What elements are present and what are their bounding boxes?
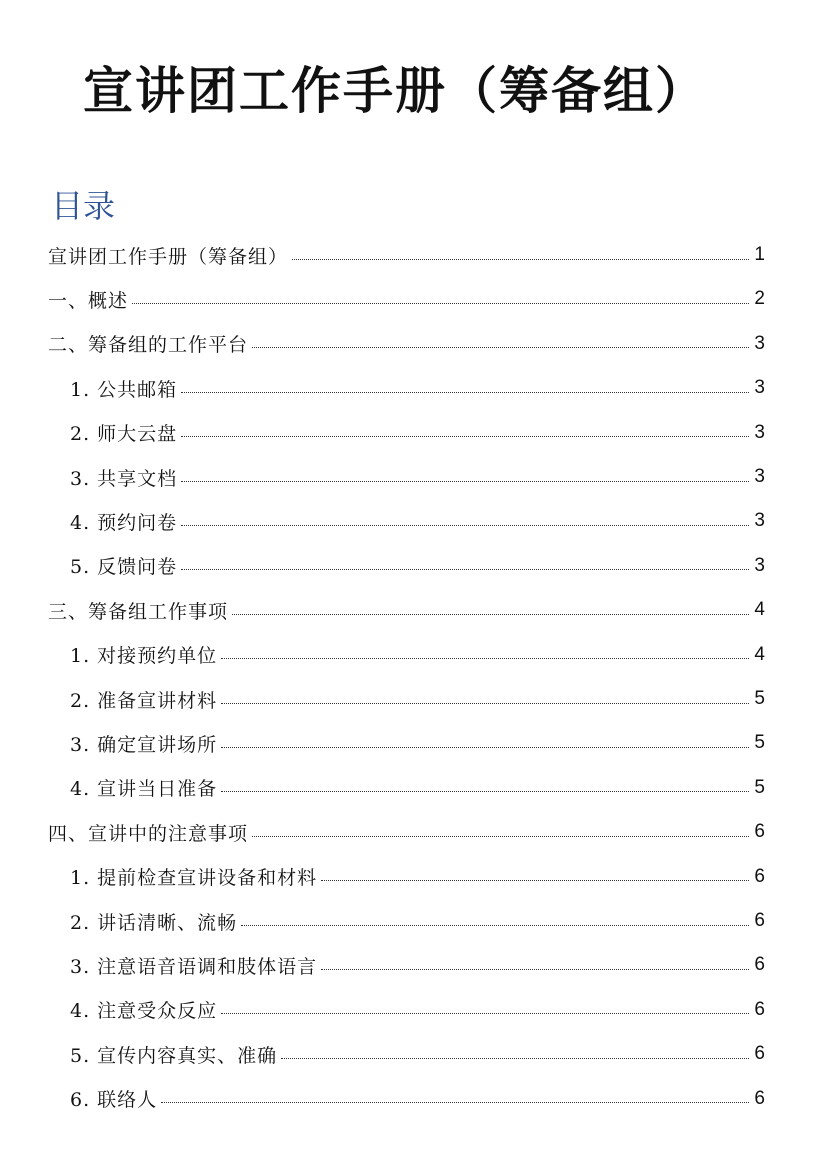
toc-entry[interactable] <box>0 411 823 455</box>
toc-entry[interactable] <box>0 322 823 366</box>
toc-entry-label: 二、筹备组的工作平台 <box>48 334 249 357</box>
toc-entry-row <box>70 633 765 677</box>
toc-dot-leader <box>221 1013 749 1014</box>
toc-entry[interactable] <box>0 899 823 943</box>
toc-entry-label: 2. 准备宣讲材料 <box>70 689 218 712</box>
toc-entry-row <box>70 721 765 765</box>
toc-entry-row <box>48 588 765 632</box>
toc-entry-row <box>48 810 765 854</box>
toc-entry[interactable] <box>0 810 823 854</box>
toc-entry[interactable] <box>0 766 823 810</box>
toc-entry-row <box>70 366 765 410</box>
toc-entry[interactable] <box>0 455 823 499</box>
toc-dot-leader <box>252 347 749 348</box>
toc-entry-row <box>70 677 765 721</box>
toc-page-number: 6 <box>754 998 765 1020</box>
toc-page-number: 6 <box>754 865 765 887</box>
toc-dot-leader <box>252 836 749 837</box>
toc-entry[interactable] <box>0 855 823 899</box>
toc-entry-label: 2. 讲话清晰、流畅 <box>70 911 238 934</box>
toc-entry[interactable] <box>0 1077 823 1121</box>
toc-entry[interactable] <box>0 988 823 1032</box>
toc-page-number: 3 <box>754 332 765 354</box>
toc-dot-leader <box>321 969 749 970</box>
toc-entry-label: 三、筹备组工作事项 <box>48 600 229 623</box>
toc-entry[interactable] <box>0 633 823 677</box>
toc-entry-label: 2. 师大云盘 <box>70 423 178 446</box>
toc-dot-leader <box>221 658 749 659</box>
toc-entry-row <box>70 411 765 455</box>
document-title: 宣讲团工作手册（筹备组） <box>83 62 707 120</box>
toc-entry[interactable] <box>0 233 823 277</box>
toc-page-number: 3 <box>754 554 765 576</box>
toc-entry-label: 1. 提前检查宣讲设备和材料 <box>70 867 318 890</box>
toc-page-number: 6 <box>754 954 765 976</box>
toc-dot-leader <box>221 747 749 748</box>
toc-entry[interactable] <box>0 943 823 987</box>
toc-page-number: 3 <box>754 510 765 532</box>
toc-dot-leader <box>181 392 749 393</box>
toc-entry-label: 四、宣讲中的注意事项 <box>48 822 249 845</box>
toc-page-number: 6 <box>754 1043 765 1065</box>
toc-entry-label: 5. 反馈问卷 <box>70 556 178 579</box>
toc-entry-row <box>48 322 765 366</box>
toc-entry-row <box>70 943 765 987</box>
toc-page-number: 5 <box>754 688 765 709</box>
toc-entry-row <box>70 899 765 943</box>
toc-entry-label: 1. 对接预约单位 <box>70 645 218 668</box>
toc-dot-leader <box>292 259 749 260</box>
toc-entry-label: 一、概述 <box>48 289 129 312</box>
toc-entry[interactable] <box>0 677 823 721</box>
toc-entry-row <box>70 766 765 810</box>
toc-dot-leader <box>321 880 749 881</box>
toc-entry-label: 4. 注意受众反应 <box>70 1000 218 1023</box>
toc-entry-label: 6. 联络人 <box>70 1089 158 1112</box>
toc-page-number: 3 <box>754 466 765 487</box>
toc-page-number: 1 <box>754 244 765 265</box>
toc-page-number: 2 <box>754 288 765 310</box>
toc-dot-leader <box>181 569 749 570</box>
toc-entry[interactable] <box>0 544 823 588</box>
toc-entry[interactable] <box>0 366 823 410</box>
toc-entry[interactable] <box>0 588 823 632</box>
toc-entry[interactable] <box>0 1032 823 1076</box>
toc-entry-row <box>70 988 765 1032</box>
toc-entry-label: 3. 注意语音语调和肢体语言 <box>70 955 318 978</box>
toc-dot-leader <box>132 303 749 304</box>
toc-entry[interactable] <box>0 277 823 321</box>
toc-dot-leader <box>181 481 749 482</box>
toc-entry-row <box>70 1077 765 1121</box>
toc-page-number: 3 <box>754 377 765 399</box>
toc-entry-row <box>70 1032 765 1076</box>
toc-entry-row <box>70 544 765 588</box>
toc-entry-label: 3. 确定宣讲场所 <box>70 733 218 756</box>
toc-entry-row <box>48 233 765 277</box>
toc-page-number: 4 <box>754 599 765 621</box>
toc-dot-leader <box>232 614 749 615</box>
toc-page-number: 5 <box>754 776 765 798</box>
toc-entry-label: 宣讲团工作手册（筹备组） <box>48 245 289 268</box>
toc-entry-row <box>70 455 765 499</box>
toc-entry[interactable] <box>0 499 823 543</box>
toc-entry[interactable] <box>0 721 823 765</box>
toc-entry-row <box>48 277 765 321</box>
toc-dot-leader <box>161 1102 749 1103</box>
toc-heading: 目录 <box>51 187 116 225</box>
toc-dot-leader <box>181 525 749 526</box>
toc-page-number: 6 <box>754 910 765 931</box>
toc-page-number: 4 <box>754 643 765 665</box>
toc-page-number: 6 <box>754 821 765 843</box>
toc-entry-label: 5. 宣传内容真实、准确 <box>70 1044 278 1067</box>
toc-dot-leader <box>241 925 749 926</box>
toc-entry-label: 3. 共享文档 <box>70 467 178 490</box>
toc-page-number: 5 <box>754 732 765 754</box>
toc-dot-leader <box>281 1058 749 1059</box>
toc-page-number: 3 <box>754 421 765 443</box>
toc-dot-leader <box>221 791 749 792</box>
toc-entry-row <box>70 855 765 899</box>
toc-dot-leader <box>181 436 749 437</box>
toc-entry-label: 4. 预约问卷 <box>70 511 178 534</box>
toc-entry-label: 4. 宣讲当日准备 <box>70 778 218 801</box>
toc-entry-row <box>70 499 765 543</box>
toc-page-number: 6 <box>754 1087 765 1109</box>
toc-dot-leader <box>221 703 749 704</box>
toc-entry-label: 1. 公共邮箱 <box>70 378 178 401</box>
